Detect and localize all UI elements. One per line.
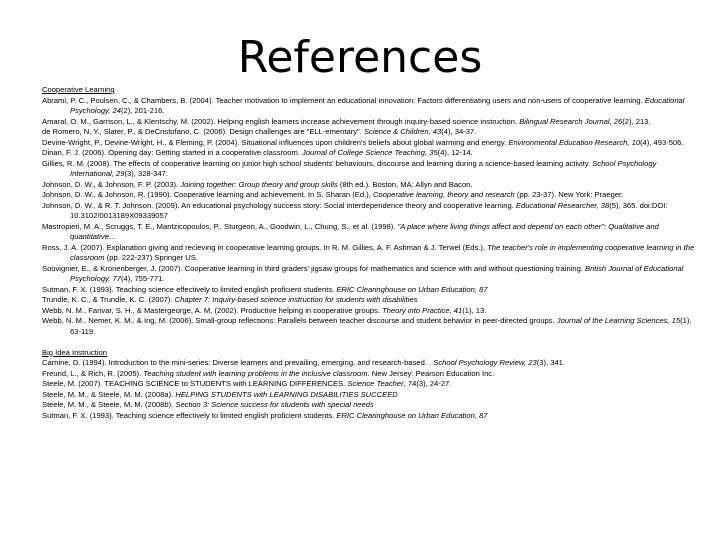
- reference-entry: [42, 243, 702, 264]
- reference-source: Teaching student with learning problems in the inclusive classroom: [143, 368, 368, 378]
- reference-text: (pp. 222-237) Springer US.: [104, 253, 198, 262]
- reference-source: School Psychology International, 29: [70, 158, 657, 178]
- reference-entry: [42, 190, 702, 201]
- reference-entry: [42, 96, 702, 117]
- references-list: [42, 85, 702, 421]
- reference-text: Steele, M. M., & Steele, M. M. (2008b).: [42, 400, 176, 409]
- reference-text: Dinan, F. J. (2006). Opening day: Getting started in a cooperative classroom.: [42, 148, 303, 157]
- reference-entry: [42, 411, 702, 422]
- reference-text: Trundle, K. C., & Trundle, K. C. (2007).: [42, 295, 175, 304]
- reference-entry: [42, 159, 702, 180]
- reference-text: Souvignier, E., & Kronenberger, J. (2007). Cooperative learning in third graders' jigsaw groups for mathematics and science with and without questioning training.: [42, 263, 586, 273]
- reference-source: Educational Researcher, 38: [515, 200, 610, 210]
- reference-source: Journal of College Science Teaching, 35: [302, 148, 438, 157]
- reference-text: Johnson, D. W., & Johnson, F. P. (2003).: [42, 179, 181, 189]
- reference-text: Johnson, D. W., & R. T. Johnson. (2009). An educational psychology success story: Social interdependence theory and cooperative learning.: [42, 200, 516, 210]
- reference-text: Ross, J. A. (2007). Explanation giving and recieving in cooperative learning groups. In R. M. Gillies, A. F. Ashman & J. Terwel (Eds.),: [42, 242, 488, 252]
- reference-entry: [42, 138, 702, 149]
- reference-source: Environmental Education Research, 10: [508, 137, 641, 147]
- reference-entry: [42, 358, 702, 369]
- reference-text: Abrami, P. C., Poulsen, C., & Chambers, B. (2004). Teacher motivation to implement an educational innovation: Factors differentiating users and non-users of cooperative learning.: [42, 95, 645, 105]
- reference-entry: [42, 180, 702, 191]
- reference-text: (4), 12-14.: [437, 148, 473, 157]
- reference-text: Amaral, O. M., Garrison, L., & Klentschy, M. (2002). Helping english learners increase achievement through inquiry-based science instruction.: [42, 116, 520, 126]
- reference-source: Joining together: Group theory and group skills: [180, 179, 338, 189]
- reference-text: (4), 755-771.: [120, 274, 165, 283]
- reference-text: Webb, N. M., Nemer, K. M., & Ing, M. (2006). Small-group reflections: Parallels between teacher discourse and student behavior in peer-directed groups.: [42, 316, 557, 325]
- reference-text: (3), 328-347.: [124, 169, 168, 178]
- reference-entry: [42, 285, 702, 296]
- reference-text: Freund, L., & Rich, R. (2005).: [42, 368, 144, 378]
- reference-source: Journal of the Learning Sciences, 15: [556, 316, 681, 325]
- reference-entry: [42, 117, 702, 128]
- reference-entry: [42, 148, 702, 159]
- section-heading: Big Idea Instruction: [42, 347, 108, 357]
- slide-title: References: [237, 32, 483, 83]
- reference-text: (1), 63-119.: [70, 316, 692, 336]
- reference-source: "A place where living things affect and depend on each other": Qualitative and quantitative: [70, 221, 659, 241]
- reference-source: Science Teacher: [347, 379, 404, 388]
- reference-text: (4), 493-506.: [640, 137, 684, 147]
- reference-text: Webb, N. M., Farivar, S. H., & Mastergeorge, A. M. (2002). Productive helping in cooperative groups.: [42, 305, 383, 315]
- reference-text: de Romero, N. Y., Slater, P., & DeCristofano, C. (2006). Design challenges are "ELL-ementary".: [42, 127, 364, 136]
- reference-source: Cooperative learning, theory and research: [372, 190, 515, 199]
- reference-text: Devine-Wright, P., Devine-Wright, H., & Fleming, P. (2004). Situational influences upon children's beliefs about global warming and energy.: [42, 137, 509, 147]
- reference-entry: [42, 201, 702, 222]
- reference-entry: [42, 316, 702, 337]
- reference-text: Johnson, D. W., & Johnson, R. (1990). Cooperative learning and achievement. In S. Sharan (Ed.),: [42, 190, 373, 199]
- reference-source: ERIC Clearinghouse on Urban Education, 87: [336, 284, 488, 294]
- reference-source: ERIC Clearinghouse on Urban Education, 87: [336, 410, 488, 420]
- reference-text: (pp. 23-37). New York: Praeger.: [514, 190, 624, 199]
- reference-text: (1), 13.: [462, 305, 487, 315]
- reference-source: Theory into Practice, 41: [382, 305, 463, 315]
- reference-text: Steele, M. (2007). TEACHING SCIENCE to STUDENTS with LEARNING DIFFERENCES.: [42, 379, 348, 388]
- reference-entry: [42, 390, 702, 401]
- reference-text: . New Jersey: Pearson Education Inc.: [367, 368, 495, 378]
- reference-source: Bilingual Research Journal, 26: [519, 116, 623, 126]
- reference-entry: [42, 369, 702, 380]
- reference-text: (5), 365. doi:DOI: 10.3102/0013189X09339057: [70, 200, 668, 220]
- reference-text: Sutman, F. X. (1993). Teaching science effectively to limited english proficient students.: [42, 284, 337, 294]
- reference-source: Chapter 7: Inquiry-based science instruction for students with disabilities: [174, 295, 418, 304]
- reference-text: Steele, M. M., & Steele, M. M. (2008a).: [42, 389, 176, 399]
- reference-source: School Psychology Review, 23: [433, 358, 537, 367]
- reference-text: Mastropieri, M. A., Scruggs, T. E., Mantzicopoulos, P., Sturgeon, A., Goodwin, L., Chung, S., et al. (1998).: [42, 221, 398, 231]
- reference-source: British Journal of Educational Psychology, 77: [70, 263, 684, 283]
- reference-entry: [42, 306, 702, 317]
- reference-text: Carnine, D. (1994). Introduction to the mini-series: Diverse learners and prevailing, emerging, and research-based. .: [42, 358, 434, 367]
- reference-entry: [42, 400, 702, 411]
- reference-entry: [42, 264, 702, 285]
- reference-source: Science & Children, 43: [363, 127, 442, 136]
- reference-text: (8th ed.). Boston, MA: Allyn and Bacon.: [337, 179, 473, 189]
- reference-text: ...: [108, 232, 116, 241]
- reference-entry: [42, 295, 702, 306]
- reference-text: (3), 341.: [536, 358, 565, 367]
- reference-text: Sutman, F. X. (1993). Teaching science effectively to limited english proficient students.: [42, 410, 337, 420]
- reference-source: HELPING STUDENTS with LEARNING DISABILITIES SUCCEED: [175, 389, 398, 399]
- section-entries: [42, 358, 702, 421]
- reference-text: Gillies, R. M. (2008). The effects of cooperative learning on junior high school students' behaviours, discourse and learning during a science-based learning activity.: [42, 158, 593, 168]
- reference-entry: [42, 127, 702, 138]
- reference-text: , 74(3), 24-27.: [403, 379, 452, 388]
- reference-text: (2), 213.: [622, 116, 651, 126]
- reference-entry: [42, 222, 702, 243]
- section-entries: [42, 96, 702, 338]
- reference-source: Section 3: Science success for students with special needs: [175, 400, 374, 409]
- reference-source: The teacher's role in implementing cooperative learning in the classroom: [70, 242, 695, 262]
- reference-source: Educational Psychology, 24: [70, 95, 685, 115]
- reference-text: (2), 201-216.: [120, 106, 165, 115]
- reference-text: (4), 34-37.: [441, 127, 477, 136]
- section-heading: Cooperative Learning: [42, 85, 115, 94]
- reference-entry: [42, 379, 702, 390]
